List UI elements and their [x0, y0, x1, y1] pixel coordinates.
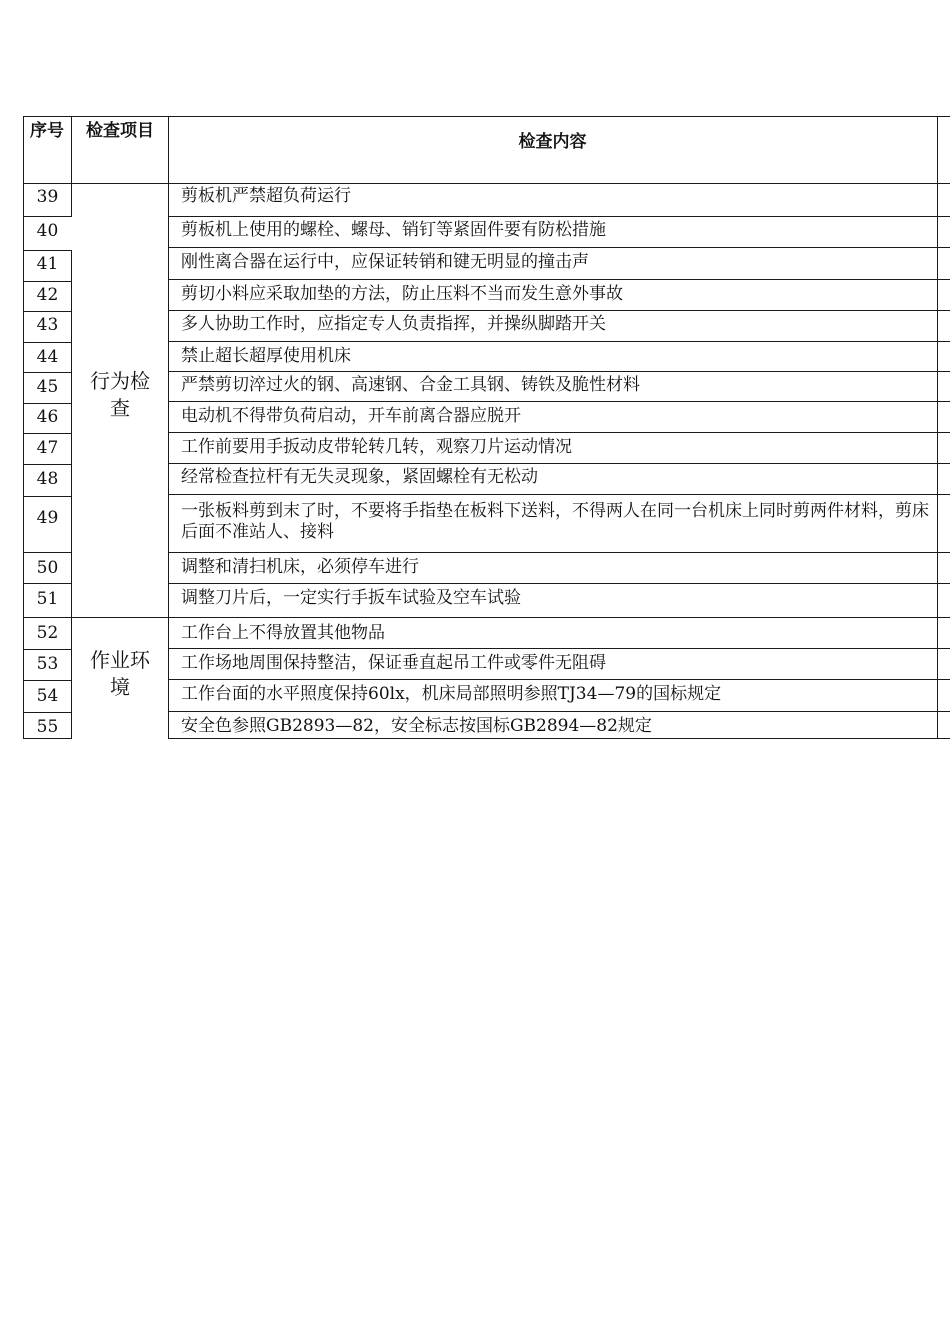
row-number: 55 — [36, 717, 59, 737]
rule — [168, 371, 950, 372]
row-number: 47 — [36, 438, 59, 458]
rule — [23, 433, 71, 434]
rule — [168, 711, 950, 712]
check-content: 电动机不得带负荷启动，开车前离合器应脱开 — [181, 406, 521, 426]
check-content: 工作前要用手扳动皮带轮转几转，观察刀片运动情况 — [181, 437, 572, 457]
rule — [168, 310, 950, 311]
rule — [23, 342, 71, 343]
check-content: 调整刀片后，一定实行手扳车试验及空车试验 — [181, 588, 521, 608]
rule — [23, 649, 71, 650]
rule-col — [168, 116, 169, 739]
rule-top — [23, 116, 950, 117]
rule — [168, 679, 950, 680]
rule-col — [71, 250, 72, 739]
rule-bottom — [23, 738, 71, 739]
row-number: 39 — [36, 187, 59, 207]
category-label: 行为检查 — [90, 369, 150, 420]
row-number: 53 — [36, 654, 59, 674]
rule-section-break — [23, 617, 950, 618]
rule — [23, 311, 71, 312]
rule — [168, 247, 950, 248]
row-number: 54 — [36, 686, 59, 706]
check-content: 安全色参照GB2893—82，安全标志按国标GB2894—82规定 — [181, 716, 652, 736]
check-content: 刚性离合器在运行中，应保证转销和键无明显的撞击声 — [181, 252, 589, 272]
rule — [168, 341, 950, 342]
header-content: 检查内容 — [518, 132, 587, 152]
rule — [23, 680, 71, 681]
check-content: 一张板料剪到末了时，不要将手指垫在板料下送料，不得两人在同一台机床上同时剪两件材料，剪床后面不准站人、接料 — [181, 501, 929, 542]
check-content: 经常检查拉杆有无失灵现象，紧固螺栓有无松动 — [181, 467, 538, 487]
category-label: 作业环境 — [90, 648, 150, 699]
row-number: 42 — [36, 285, 59, 305]
row-number: 48 — [36, 469, 59, 489]
row-number: 44 — [36, 347, 59, 367]
check-content: 严禁剪切淬过火的钢、高速钢、合金工具钢、铸铁及脆性材料 — [181, 375, 640, 395]
rule-bottom — [168, 738, 950, 739]
rule — [23, 464, 71, 465]
check-content: 剪切小料应采取加垫的方法，防止压料不当而发生意外事故 — [181, 284, 623, 304]
check-content: 调整和清扫机床，必须停车进行 — [181, 557, 419, 577]
rule — [23, 372, 71, 373]
row-number: 40 — [36, 221, 59, 241]
rule-col — [71, 116, 72, 217]
header-item: 检查项目 — [86, 121, 154, 141]
rule — [168, 463, 950, 464]
rule — [23, 403, 71, 404]
rule — [168, 583, 950, 584]
rule-col — [937, 116, 938, 739]
rule — [168, 279, 950, 280]
check-content: 工作台上不得放置其他物品 — [181, 623, 385, 643]
check-content: 多人协助工作时，应指定专人负责指挥，并操纵脚踏开关 — [181, 314, 606, 334]
row-number: 52 — [36, 623, 59, 643]
check-content: 禁止超长超厚使用机床 — [181, 346, 351, 366]
rule — [23, 583, 71, 584]
row-number: 43 — [36, 315, 59, 335]
rule — [168, 648, 950, 649]
rule — [168, 494, 950, 495]
rule-header-bottom — [23, 183, 950, 184]
check-content: 剪板机严禁超负荷运行 — [181, 186, 351, 206]
rule — [23, 281, 71, 282]
rule — [23, 216, 71, 217]
rule — [168, 552, 950, 553]
check-content: 工作场地周围保持整洁，保证垂直起吊工件或零件无阻碍 — [181, 653, 606, 673]
check-content: 剪板机上使用的螺栓、螺母、销钉等紧固件要有防松措施 — [181, 220, 606, 240]
row-number: 49 — [36, 508, 59, 528]
row-number: 41 — [36, 254, 59, 274]
rule — [23, 496, 71, 497]
row-number: 46 — [36, 407, 59, 427]
row-number: 50 — [36, 558, 59, 578]
header-seq: 序号 — [30, 121, 64, 141]
rule-left — [23, 116, 24, 739]
row-number: 45 — [36, 377, 59, 397]
rule — [23, 250, 71, 251]
rule — [168, 432, 950, 433]
rule — [168, 216, 950, 217]
check-content: 工作台面的水平照度保持60lx，机床局部照明参照TJ34—79的国标规定 — [181, 684, 722, 704]
row-number: 51 — [36, 589, 59, 609]
rule — [168, 401, 950, 402]
rule — [23, 712, 71, 713]
rule — [23, 552, 71, 553]
